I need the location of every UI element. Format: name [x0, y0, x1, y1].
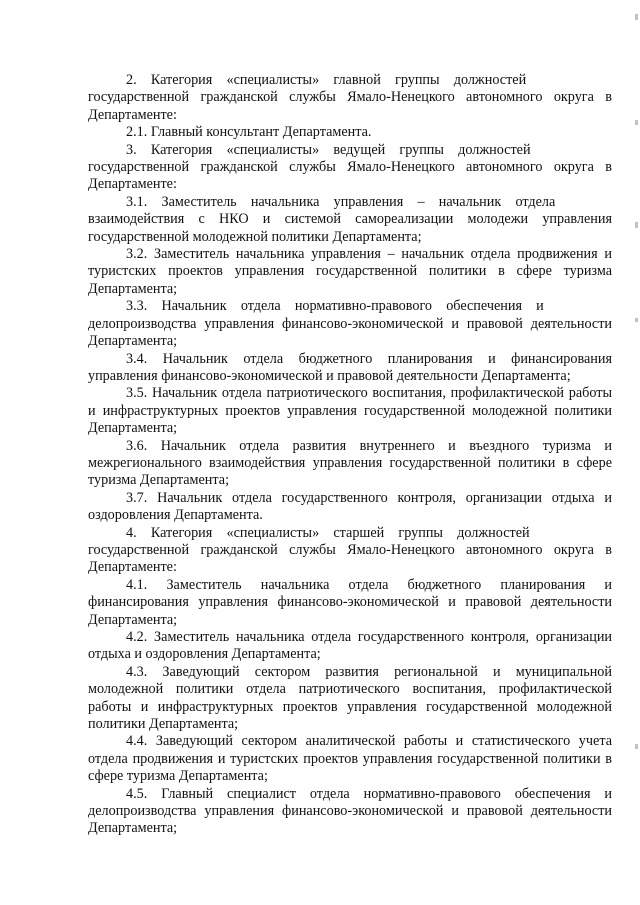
- paragraph-4-1: 4.1. Заместитель начальника отдела бюджетного планирования и финансирования управления финансово-экономической и правовой деятельности Департамента;: [88, 576, 612, 628]
- paragraph-3-4: 3.4. Начальник отдела бюджетного планирования и финансирования управления финансово-экономической и правовой деятельности Департамента;: [88, 350, 612, 384]
- scan-margin-mark: [635, 318, 638, 322]
- paragraph-4: 4. Категория «специалисты» старшей группы должностей государственной гражданской службы Ямало-Ненецкого автономного округа в Департаменте:: [88, 524, 612, 576]
- paragraph-2-1: 2.1. Главный консультант Департамента.: [126, 124, 372, 141]
- scan-margin-mark: [635, 222, 638, 228]
- paragraph-4-2: 4.2. Заместитель начальника отдела государственного контроля, организации отдыха и оздоровления Департамента;: [88, 629, 612, 663]
- scan-margin-mark: [635, 14, 638, 20]
- paragraph-3-3: 3.3. Начальник отдела нормативно-правового обеспечения и делопроизводства управления финансово-экономической и правовой деятельности Департамента;: [88, 298, 612, 350]
- document-body: [88, 72, 612, 838]
- scan-margin-mark: [635, 744, 638, 749]
- paragraph-3-7: 3.7. Начальник отдела государственного контроля, организации отдыха и оздоровления Департамента.: [88, 489, 612, 524]
- paragraph-3-1: 3.1. Заместитель начальника управления – начальник отдела взаимодействия с НКО и системой самореализации молодежи управления государственной молодежной политики Департамента;: [88, 193, 612, 245]
- paragraph-3-5: 3.5. Начальник отдела патриотического воспитания, профилактической работы и инфраструктурных проектов управления государственной молодежной политики Департамента;: [88, 385, 612, 437]
- paragraph-3: 3. Категория «специалисты» ведущей группы должностей государственной гражданской службы Ямало-Ненецкого автономного округа в Департаменте:: [88, 141, 612, 193]
- paragraph-3-2: 3.2. Заместитель начальника управления – начальник отдела продвижения и туристских проектов управления государственной политики в сфере туризма Департамента;: [88, 246, 612, 297]
- paragraph-4-4: 4.4. Заведующий сектором аналитической работы и статистического учета отдела продвижения и туристских проектов управления государственной политики в сфере туризма Департамента;: [88, 733, 612, 785]
- paragraph-2: 2. Категория «специалисты» главной группы должностей государственной гражданской службы Ямало-Ненецкого автономного округа в Департаменте:: [88, 72, 612, 123]
- paragraph-3-6: 3.6. Начальник отдела развития внутреннего и въездного туризма и межрегионального взаимодействия управления государственной политики в сфере туризма Департамента;: [88, 437, 612, 489]
- paragraph-4-3: 4.3. Заведующий сектором развития региональной и муниципальной молодежной политики отдела патриотического воспитания, профилактической работы и инфраструктурных проектов управления государственной молодежной политики Департамента;: [88, 663, 612, 733]
- paragraph-4-5: 4.5. Главный специалист отдела нормативно-правового обеспечения и делопроизводства управления финансово-экономической и правовой деятельности Департамента;: [88, 785, 612, 837]
- scan-margin-mark: [635, 120, 638, 125]
